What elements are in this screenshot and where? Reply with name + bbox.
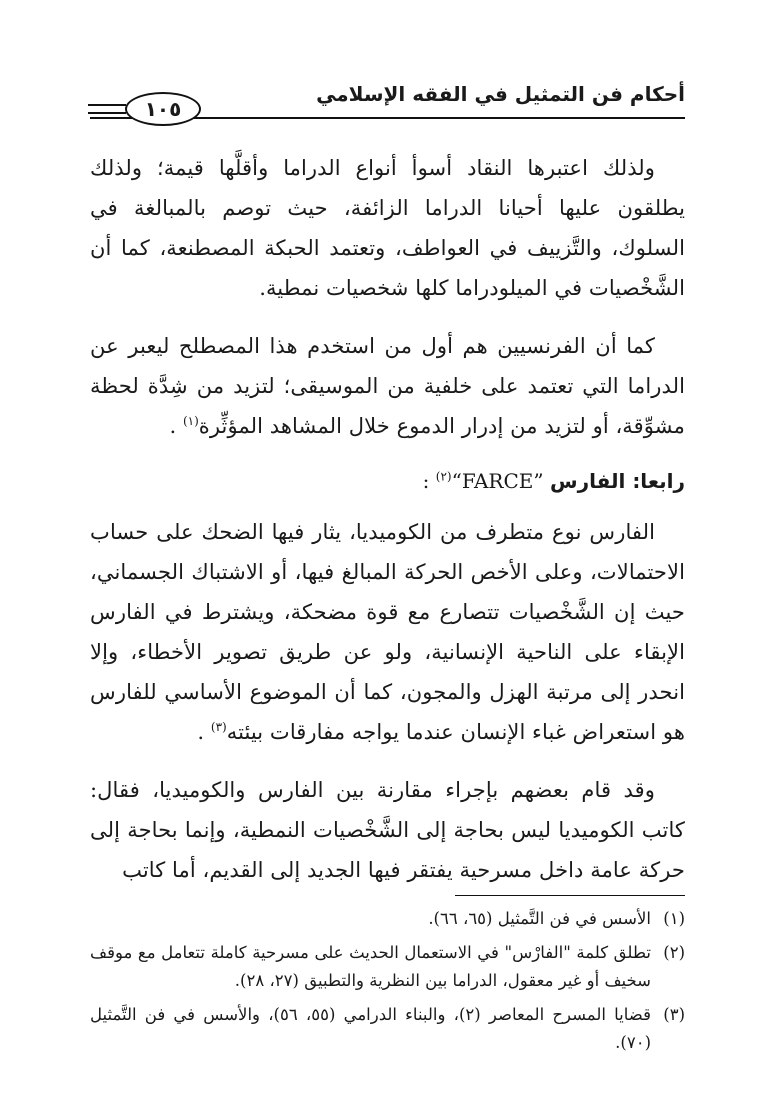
heading-label: رابعا: الفارس	[549, 469, 685, 493]
footnote	[90, 1001, 685, 1057]
paragraph	[90, 326, 685, 446]
running-title: أحكام فن التمثيل في الفقه الإسلامي	[316, 82, 685, 106]
footnotes	[90, 905, 685, 1063]
header-ornament	[88, 104, 126, 114]
footnote	[90, 905, 685, 933]
main-text	[90, 148, 685, 908]
paragraph: وقد قام بعضهم بإجراء مقارنة بين الفارس والكوميديا، فقال: كاتب الكوميديا ليس بحاجة إلى الشَّخْصيات النمطية، وإنما بحاجة إلى حركة عامة داخل مسرحية يفتقر فيها الجديد إلى القديم، أما كاتب	[90, 777, 685, 882]
footnote-ref: (١)	[182, 413, 199, 428]
footnote-number: (٢)	[663, 943, 685, 962]
footnote-number: (٣)	[663, 1005, 685, 1024]
paragraph-end: .	[197, 719, 211, 744]
paragraph-end: .	[169, 413, 183, 438]
paragraph: ولذلك اعتبرها النقاد أسوأ أنواع الدراما وأقلَّها قيمة؛ ولذلك يطلقون عليها أحيانا الدراما الزائفة، حيث توصم بالمبالغة في السلوك، والتَّزييف في العواطف، وتعتمد الحبكة المصطنعة، كما أن الشَّخْصيات في الميلودراما كلها شخصيات نمطية.	[90, 155, 685, 300]
section-heading	[90, 464, 685, 498]
footnote-text: الأسس في فن التَّمثيل (٦٥، ٦٦).	[428, 909, 651, 928]
paragraph-text: الفارس نوع متطرف من الكوميديا، يثار فيها الضحك على حساب الاحتمالات، وعلى الأخص الحركة المبالغ فيها، أو الاشتباك الجسماني، حيث إن الشَّخْصيات تتصارع مع قوة مضحكة، ويشترط في الفارس الإبقاء على الناحية الإنسانية، ولو عن طريق تصوير الأخطاء، وإلا انحدر إلى مرتبة الهزل والمجون، كما أن الموضوع الأساسي للفارس هو استعراض غباء الإنسان عندما يواجه مفارقات بيئته	[90, 519, 685, 744]
footnote-number: (١)	[663, 909, 685, 928]
footnote	[90, 939, 685, 995]
footnote-ref: (٢)	[435, 469, 452, 484]
footnote-text: تطلق كلمة "الفارْس" في الاستعمال الحديث على مسرحية كاملة تتعامل مع موقف سخيف أو غير معقول، الدراما بين النظرية والتطبيق (٢٧، ٢٨).	[90, 943, 651, 990]
paragraph	[90, 512, 685, 752]
footnote-ref: (٣)	[210, 719, 227, 734]
heading-latin-term: “FARCE”	[451, 469, 544, 493]
footnote-separator	[455, 895, 685, 896]
heading-end: :	[422, 469, 436, 493]
footnote-text: قضايا المسرح المعاصر (٢)، والبناء الدرامي (٥٥، ٥٦)، والأسس في فن التَّمثيل (٧٠).	[90, 1005, 651, 1052]
page-number: ١٠٥	[125, 92, 201, 126]
paragraph-text: كما أن الفرنسيين هم أول من استخدم هذا المصطلح ليعبر عن الدراما التي تعتمد على خلفية من الموسيقى؛ لتزيد من شِدَّة لحظة مشوِّقة، أو لتزيد من إدرار الدموع خلال المشاهد المؤثِّرة	[90, 333, 685, 438]
